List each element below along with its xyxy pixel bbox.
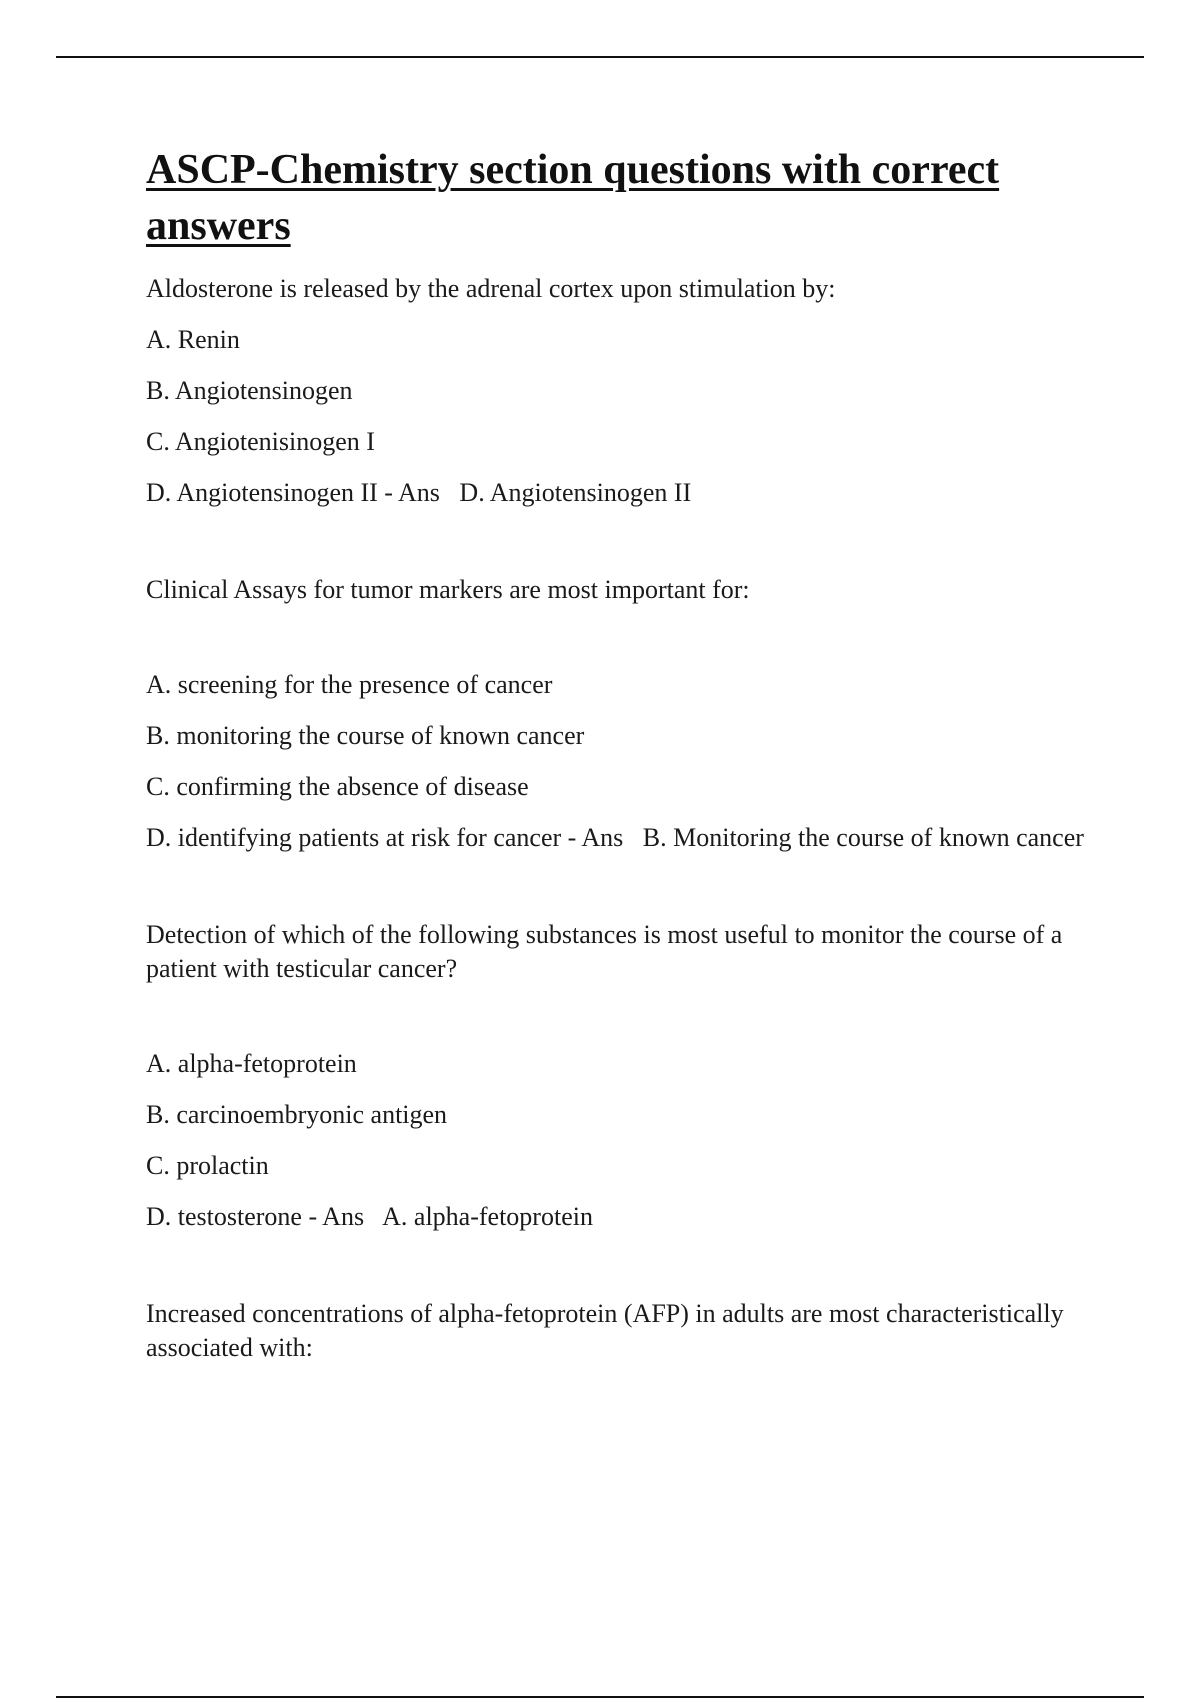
document-body (146, 142, 1096, 1382)
spacer (146, 624, 1096, 668)
answer-option: B. Angiotensinogen (146, 376, 353, 405)
spacer (146, 1251, 1096, 1297)
answer-option-with-answer: D. identifying patients at risk for cancer - Ans B. Monitoring the course of known cancer (146, 823, 1084, 852)
answer-option: C. prolactin (146, 1151, 269, 1180)
question-text: Increased concentrations of alpha-fetoprotein (AFP) in adults are most characteristically associated with: (146, 1299, 1064, 1362)
answer-option: A. Renin (146, 325, 240, 354)
question-text: Clinical Assays for tumor markers are most important for: (146, 575, 750, 604)
document-title: ASCP-Chemistry section questions with correct answers (146, 147, 1000, 249)
answer-option: A. alpha-fetoprotein (146, 1049, 357, 1078)
question-text: Aldosterone is released by the adrenal cortex upon stimulation by: (146, 274, 836, 303)
question-block (146, 573, 1096, 855)
answer-option-with-answer: D. Angiotensinogen II - Ans D. Angiotensinogen II (146, 478, 692, 507)
question-block (146, 1297, 1096, 1365)
spacer (146, 1003, 1096, 1047)
footer-rule (56, 1696, 1144, 1698)
answer-option-with-answer: D. testosterone - Ans A. alpha-fetoprotein (146, 1202, 593, 1231)
question-text: Detection of which of the following substances is most useful to monitor the course of a patient with testicular cancer? (146, 920, 1063, 983)
answer-option: B. carcinoembryonic antigen (146, 1100, 448, 1129)
answer-option: A. screening for the presence of cancer (146, 670, 553, 699)
answer-option: C. Angiotenisinogen I (146, 427, 375, 456)
answer-option: C. confirming the absence of disease (146, 772, 529, 801)
question-block (146, 272, 1096, 510)
answer-option: B. monitoring the course of known cancer (146, 721, 585, 750)
spacer (146, 872, 1096, 918)
header-rule (56, 56, 1144, 58)
question-block (146, 918, 1096, 1234)
spacer (146, 527, 1096, 573)
